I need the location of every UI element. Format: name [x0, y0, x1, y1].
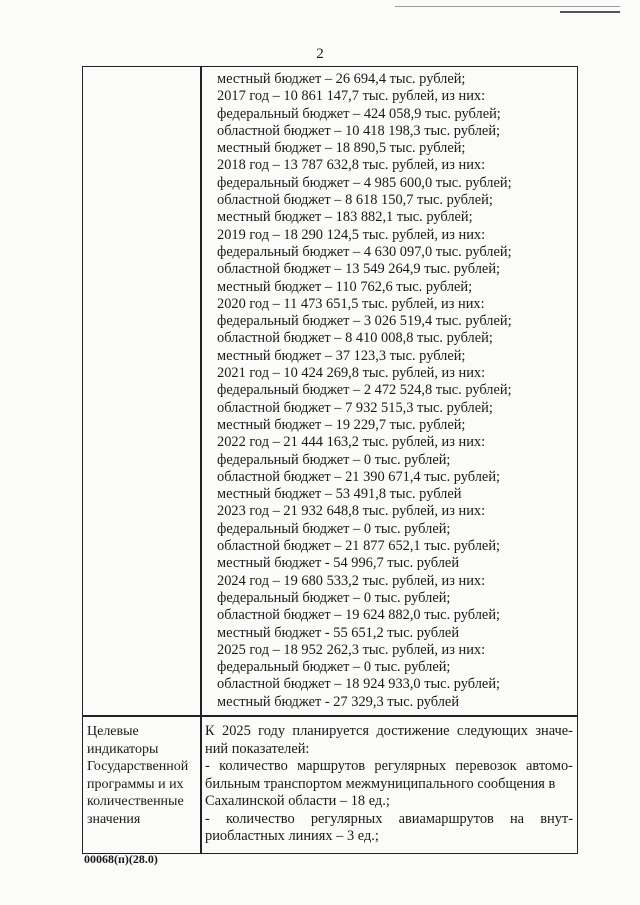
text-line: риобластных линиях – 3 ед.; [205, 828, 379, 844]
budget-line: 2020 год – 11 473 651,5 тыс. рублей, из них: [217, 295, 485, 312]
scan-artifact-line [395, 6, 620, 7]
budget-line: 2017 год – 10 861 147,7 тыс. рублей, из них: [217, 88, 486, 105]
budget-line: федеральный бюджет – 424 058,9 тыс. рублей; [217, 105, 501, 122]
text-line: бильным транспортом межмуниципального сообщения в [205, 775, 556, 792]
label-line: Государственной [87, 759, 189, 774]
budget-line: областной бюджет – 13 549 264,9 тыс. рублей; [217, 261, 501, 278]
budget-line: местный бюджет – 19 229,7 тыс. рублей; [217, 416, 466, 433]
budget-cell [217, 71, 572, 711]
budget-line: 2021 год – 10 424 269,8 тыс. рублей, из них: [217, 365, 486, 382]
word: значе- [535, 723, 573, 739]
label-line: Целевые [87, 724, 139, 739]
indicators-label-cell [87, 723, 199, 828]
text-line [205, 811, 573, 829]
budget-line: федеральный бюджет – 4 985 600,0 тыс. рублей; [217, 174, 512, 191]
budget-line: федеральный бюджет – 0 тыс. рублей; [217, 659, 451, 676]
text-line [205, 723, 573, 741]
word: регулярных [310, 810, 383, 827]
word: К [205, 723, 215, 739]
word: количество [219, 758, 288, 774]
word: следующих [456, 723, 528, 739]
scan-artifact-line [560, 11, 620, 13]
budget-line: областной бюджет – 21 877 652,1 тыс. рублей; [217, 538, 501, 555]
budget-line: 2018 год – 13 787 632,8 тыс. рублей, из них: [217, 157, 486, 174]
budget-line: местный бюджет – 18 890,5 тыс. рублей; [217, 140, 466, 157]
budget-line: областной бюджет – 19 624 882,0 тыс. рублей; [217, 607, 501, 624]
word: количество [225, 810, 295, 827]
budget-line: федеральный бюджет – 4 630 097,0 тыс. рублей; [217, 243, 512, 260]
budget-line: областной бюджет – 8 618 150,7 тыс. рублей; [217, 192, 493, 209]
column-divider [200, 67, 202, 853]
word: авиамаршрутов [398, 810, 494, 827]
budget-line: федеральный бюджет – 0 тыс. рублей; [217, 589, 451, 606]
budget-line: областной бюджет – 7 932 515,3 тыс. рублей; [217, 399, 493, 416]
budget-line: 2024 год – 19 680 533,2 тыс. рублей, из них: [217, 572, 486, 589]
budget-line: федеральный бюджет – 2 472 524,8 тыс. рублей; [217, 382, 512, 399]
text-line [205, 758, 573, 776]
word: - [205, 810, 210, 827]
word: регулярных [374, 758, 447, 774]
budget-line: местный бюджет – 37 123,3 тыс. рублей; [217, 347, 466, 364]
label-line: индикаторы [87, 741, 159, 757]
word: перевозок [455, 758, 517, 774]
budget-line: местный бюджет - 27 329,3 тыс. рублей [217, 693, 460, 710]
word: 2025 [222, 723, 251, 739]
word: автомо- [526, 758, 573, 774]
budget-line: 2019 год – 18 290 124,5 тыс. рублей, из них: [217, 226, 486, 243]
budget-line: областной бюджет – 21 390 671,4 тыс. рублей; [217, 468, 501, 485]
budget-line: областной бюджет – 8 410 008,8 тыс. рублей; [217, 330, 493, 347]
budget-line: местный бюджет - 55 651,2 тыс. рублей [217, 624, 460, 641]
word: достижение [376, 723, 450, 739]
budget-line: федеральный бюджет – 3 026 519,4 тыс. рублей; [217, 313, 512, 330]
budget-line: областной бюджет – 18 924 933,0 тыс. рублей; [217, 676, 501, 693]
budget-line: федеральный бюджет – 0 тыс. рублей; [217, 520, 451, 537]
text-line: ний показателей: [205, 740, 310, 757]
word: внут- [540, 810, 573, 827]
budget-line: местный бюджет – 53 491,8 тыс. рублей [217, 486, 462, 503]
label-line: количественные [87, 794, 184, 809]
budget-line: 2023 год – 21 932 648,8 тыс. рублей, из них: [217, 503, 486, 520]
program-passport-table [82, 66, 578, 854]
word: планируется [292, 723, 369, 739]
page-number: 2 [316, 46, 324, 62]
word: - [205, 758, 210, 774]
indicators-text-cell [205, 723, 573, 846]
budget-line: местный бюджет – 26 694,4 тыс. рублей; [217, 71, 466, 87]
word: маршрутов [297, 758, 366, 774]
budget-line: 2025 год – 18 952 262,3 тыс. рублей, из них: [217, 641, 486, 658]
budget-line: местный бюджет – 110 762,6 тыс. рублей; [217, 278, 473, 295]
budget-line: местный бюджет - 54 996,7 тыс. рублей [217, 555, 460, 572]
text-line: Сахалинской области – 18 ед.; [205, 793, 390, 809]
budget-line: федеральный бюджет – 0 тыс. рублей; [217, 451, 451, 468]
budget-line: 2022 год – 21 444 163,2 тыс. рублей, из них: [217, 434, 486, 451]
word: году [258, 723, 286, 739]
budget-line: местный бюджет – 183 882,1 тыс. рублей; [217, 209, 473, 226]
row-divider [83, 715, 577, 717]
label-line: программы и их [87, 776, 184, 792]
label-line: значения [87, 811, 141, 827]
budget-line: областной бюджет – 10 418 198,3 тыс. рублей; [217, 122, 501, 139]
document-code: 00068(п)(28.0) [84, 852, 158, 866]
word: на [509, 810, 525, 827]
